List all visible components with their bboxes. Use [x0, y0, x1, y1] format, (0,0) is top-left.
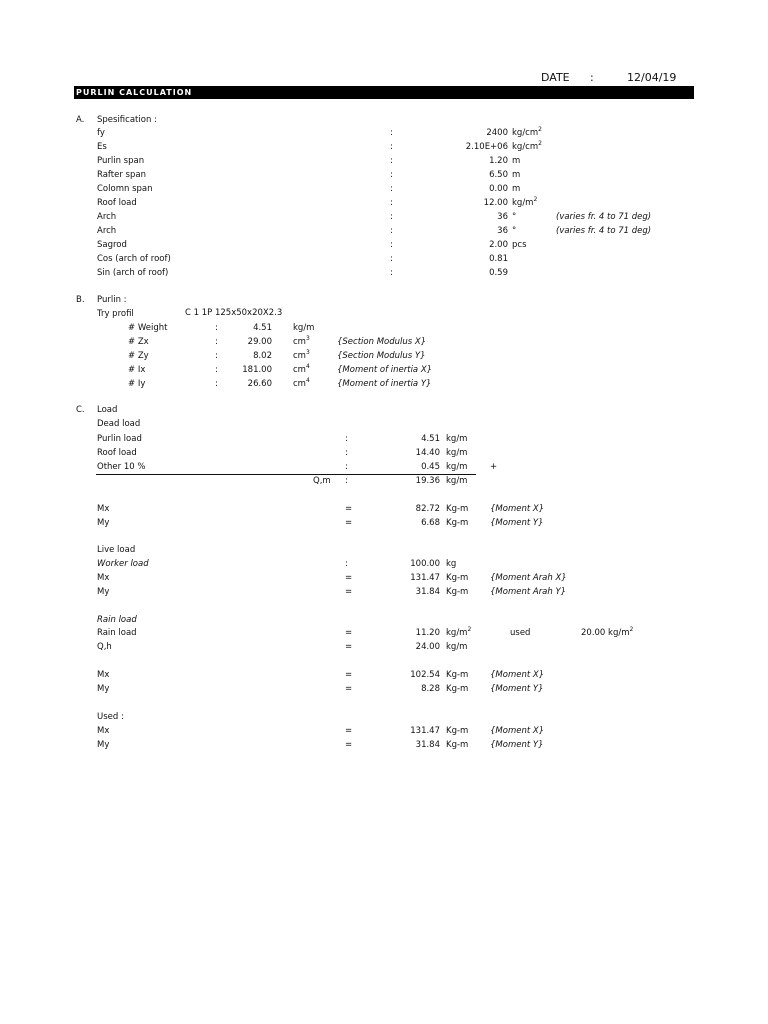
- section-b-letter: B.: [76, 295, 85, 305]
- spec-unit: $kg/cm^2$: [512, 126, 542, 138]
- spec-value: 0.00: [489, 184, 508, 194]
- dead-load-row-unit: kg/m: [446, 462, 468, 472]
- rain-used-value: 20.00 $kg/m^2$: [581, 626, 634, 638]
- worker-load-label: Worker load: [97, 559, 149, 569]
- rain-load-sep: =: [345, 628, 353, 638]
- section-b-title: Purlin :: [97, 295, 127, 305]
- used-moment-sep: =: [345, 740, 353, 750]
- spec-value: 2400: [486, 128, 508, 138]
- purlin-prop-colon: :: [215, 351, 218, 361]
- spec-colon: :: [390, 128, 393, 138]
- dead-load-row-label: Roof load: [97, 448, 137, 458]
- spec-note: (varies fr. 4 to 71 deg): [556, 212, 652, 222]
- rain-moment-unit: Kg-m: [446, 670, 469, 680]
- dead-load-row-label: Purlin load: [97, 434, 142, 444]
- dead-load-row-sep: :: [345, 448, 348, 458]
- purlin-prop-unit: kg/m: [293, 323, 315, 333]
- purlin-prop-label: # Iy: [128, 379, 146, 389]
- purlin-prop-value: 8.02: [253, 351, 272, 361]
- spec-colon: :: [390, 240, 393, 250]
- used-moment-label: My: [97, 740, 110, 750]
- purlin-prop-value: 4.51: [253, 323, 272, 333]
- live-moment-note: {Moment Arah Y}: [490, 587, 567, 597]
- spec-label: Purlin span: [97, 156, 145, 166]
- rain-qh-sep: =: [345, 642, 353, 652]
- rain-load-label: Rain load: [97, 628, 137, 638]
- live-moment-sep: =: [345, 573, 353, 583]
- dead-moment-sep: =: [345, 504, 353, 514]
- rain-used-label: used: [510, 628, 531, 638]
- spec-label: Sin (arch of roof): [97, 268, 169, 278]
- used-moment-note: {Moment X}: [490, 726, 545, 736]
- spec-label: Rafter span: [97, 170, 146, 180]
- live-load-title: Live load: [97, 545, 136, 555]
- spec-value: 0.59: [489, 268, 508, 278]
- live-moment-label: My: [97, 587, 110, 597]
- date-label: DATE: [541, 71, 570, 84]
- page-title: PURLIN CALCULATION: [76, 88, 193, 97]
- section-c-title: Load: [97, 405, 118, 415]
- purlin-prop-value: 26.60: [247, 379, 272, 389]
- live-moment-note: {Moment Arah X}: [490, 573, 567, 583]
- spec-value: 1.20: [489, 156, 508, 166]
- spec-unit: °: [512, 212, 517, 222]
- dead-moment-value: 82.72: [415, 504, 440, 514]
- title-bar: [74, 86, 694, 99]
- spec-value: 12.00: [483, 198, 508, 208]
- live-moment-value: 131.47: [410, 573, 440, 583]
- dead-moment-note: {Moment X}: [490, 504, 545, 514]
- spec-colon: :: [390, 184, 393, 194]
- dead-moment-label: Mx: [97, 504, 110, 514]
- rain-qh-value: 24.00: [415, 642, 440, 652]
- spec-colon: :: [390, 226, 393, 236]
- sum-line: [96, 474, 476, 475]
- dead-load-row-label: Other 10 %: [97, 462, 146, 472]
- dead-load-row-unit: kg/m: [446, 448, 468, 458]
- spec-unit: m: [512, 184, 521, 194]
- rain-moment-label: Mx: [97, 670, 110, 680]
- rain-moment-value: 8.28: [421, 684, 440, 694]
- used-moment-value: 131.47: [410, 726, 440, 736]
- purlin-prop-value: 29.00: [247, 337, 272, 347]
- purlin-prop-unit: $cm^3$: [293, 335, 310, 347]
- purlin-prop-value: 181.00: [242, 365, 272, 375]
- spec-unit: °: [512, 226, 517, 236]
- spec-unit: $kg/m^2$: [512, 196, 538, 208]
- rain-moment-sep: =: [345, 670, 353, 680]
- section-c-letter: C.: [76, 405, 85, 415]
- spec-label: Colomn span: [97, 184, 153, 194]
- used-moment-value: 31.84: [415, 740, 440, 750]
- spec-value: 2.10E+06: [465, 142, 508, 152]
- live-moment-sep: =: [345, 587, 353, 597]
- spec-label: Cos (arch of roof): [97, 254, 171, 264]
- worker-load-value: 100.00: [410, 559, 440, 569]
- purlin-prop-unit: $cm^4$: [293, 363, 310, 375]
- section-a-letter: A.: [76, 115, 85, 125]
- dead-moment-label: My: [97, 518, 110, 528]
- purlin-prop-note: {Section Modulus Y}: [337, 351, 426, 361]
- used-moment-unit: Kg-m: [446, 740, 469, 750]
- spec-value: 36: [497, 212, 508, 222]
- qm-colon: :: [345, 476, 348, 486]
- spec-label: Arch: [97, 212, 117, 222]
- dead-load-row-value: 14.40: [415, 448, 440, 458]
- rain-moment-note: {Moment X}: [490, 670, 545, 680]
- spec-unit: $kg/cm^2$: [512, 140, 542, 152]
- rain-load-unit: $kg/m^2$: [446, 626, 472, 638]
- try-profile-label: Try profil: [97, 309, 134, 319]
- spec-label: Roof load: [97, 198, 137, 208]
- used-moment-note: {Moment Y}: [490, 740, 544, 750]
- spec-unit: m: [512, 170, 521, 180]
- spec-label: Es: [97, 142, 107, 152]
- spec-note: (varies fr. 4 to 71 deg): [556, 226, 652, 236]
- purlin-prop-note: {Section Modulus X}: [337, 337, 427, 347]
- worker-load-sep: :: [345, 559, 348, 569]
- purlin-prop-colon: :: [215, 379, 218, 389]
- dead-moment-value: 6.68: [421, 518, 440, 528]
- date-value: 12/04/19: [627, 71, 677, 84]
- purlin-prop-label: # Ix: [128, 365, 146, 375]
- spec-value: 36: [497, 226, 508, 236]
- purlin-prop-colon: :: [215, 323, 218, 333]
- worker-load-unit: kg: [446, 559, 457, 569]
- spec-colon: :: [390, 198, 393, 208]
- spec-value: 0.81: [489, 254, 508, 264]
- dead-load-row-unit: kg/m: [446, 434, 468, 444]
- purlin-prop-unit: $cm^4$: [293, 377, 310, 389]
- qm-value: 19.36: [415, 476, 440, 486]
- spec-colon: :: [390, 170, 393, 180]
- purlin-prop-label: # Weight: [128, 323, 168, 333]
- purlin-prop-colon: :: [215, 365, 218, 375]
- spec-colon: :: [390, 156, 393, 166]
- purlin-prop-label: # Zy: [128, 351, 149, 361]
- used-title: Used :: [97, 712, 124, 722]
- purlin-prop-unit: $cm^3$: [293, 349, 310, 361]
- live-moment-label: Mx: [97, 573, 110, 583]
- purlin-prop-label: # Zx: [128, 337, 149, 347]
- rain-qh-unit: kg/m: [446, 642, 468, 652]
- spec-value: 2.00: [489, 240, 508, 250]
- dead-moment-sep: =: [345, 518, 353, 528]
- spec-colon: :: [390, 268, 393, 278]
- profile-name: C 1 1P 125x50x20X2.3: [185, 308, 283, 318]
- spec-unit: m: [512, 156, 521, 166]
- date-colon: :: [590, 71, 594, 84]
- spec-colon: :: [390, 142, 393, 152]
- purlin-prop-note: {Moment of inertia X}: [337, 365, 433, 375]
- spec-unit: pcs: [512, 240, 527, 250]
- used-moment-sep: =: [345, 726, 353, 736]
- spec-label: Sagrod: [97, 240, 127, 250]
- rain-load-value: 11.20: [415, 628, 440, 638]
- spec-value: 6.50: [489, 170, 508, 180]
- live-moment-unit: Kg-m: [446, 587, 469, 597]
- rain-moment-value: 102.54: [410, 670, 440, 680]
- qm-unit: kg/m: [446, 476, 468, 486]
- rain-moment-label: My: [97, 684, 110, 694]
- live-moment-unit: Kg-m: [446, 573, 469, 583]
- rain-qh-label: Q,h: [97, 642, 112, 652]
- dead-moment-note: {Moment Y}: [490, 518, 544, 528]
- purlin-prop-colon: :: [215, 337, 218, 347]
- dead-load-row-value: 4.51: [421, 434, 440, 444]
- spec-label: fy: [97, 128, 105, 138]
- spec-colon: :: [390, 212, 393, 222]
- dead-load-row-sep: :: [345, 462, 348, 472]
- purlin-prop-note: {Moment of inertia Y}: [337, 379, 432, 389]
- section-a-title: Spesification :: [97, 115, 157, 125]
- dead-load-row-value: 0.45: [421, 462, 440, 472]
- live-moment-value: 31.84: [415, 587, 440, 597]
- dead-load-row-sep: :: [345, 434, 348, 444]
- rain-moment-note: {Moment Y}: [490, 684, 544, 694]
- dead-moment-unit: Kg-m: [446, 504, 469, 514]
- rain-moment-sep: =: [345, 684, 353, 694]
- qm-label: Q,m: [313, 476, 331, 486]
- used-moment-label: Mx: [97, 726, 110, 736]
- rain-moment-unit: Kg-m: [446, 684, 469, 694]
- dead-moment-unit: Kg-m: [446, 518, 469, 528]
- plus-sign: +: [490, 462, 498, 472]
- spec-colon: :: [390, 254, 393, 264]
- spec-label: Arch: [97, 226, 117, 236]
- rain-load-title: Rain load: [97, 615, 137, 625]
- used-moment-unit: Kg-m: [446, 726, 469, 736]
- dead-load-title: Dead load: [97, 419, 141, 429]
